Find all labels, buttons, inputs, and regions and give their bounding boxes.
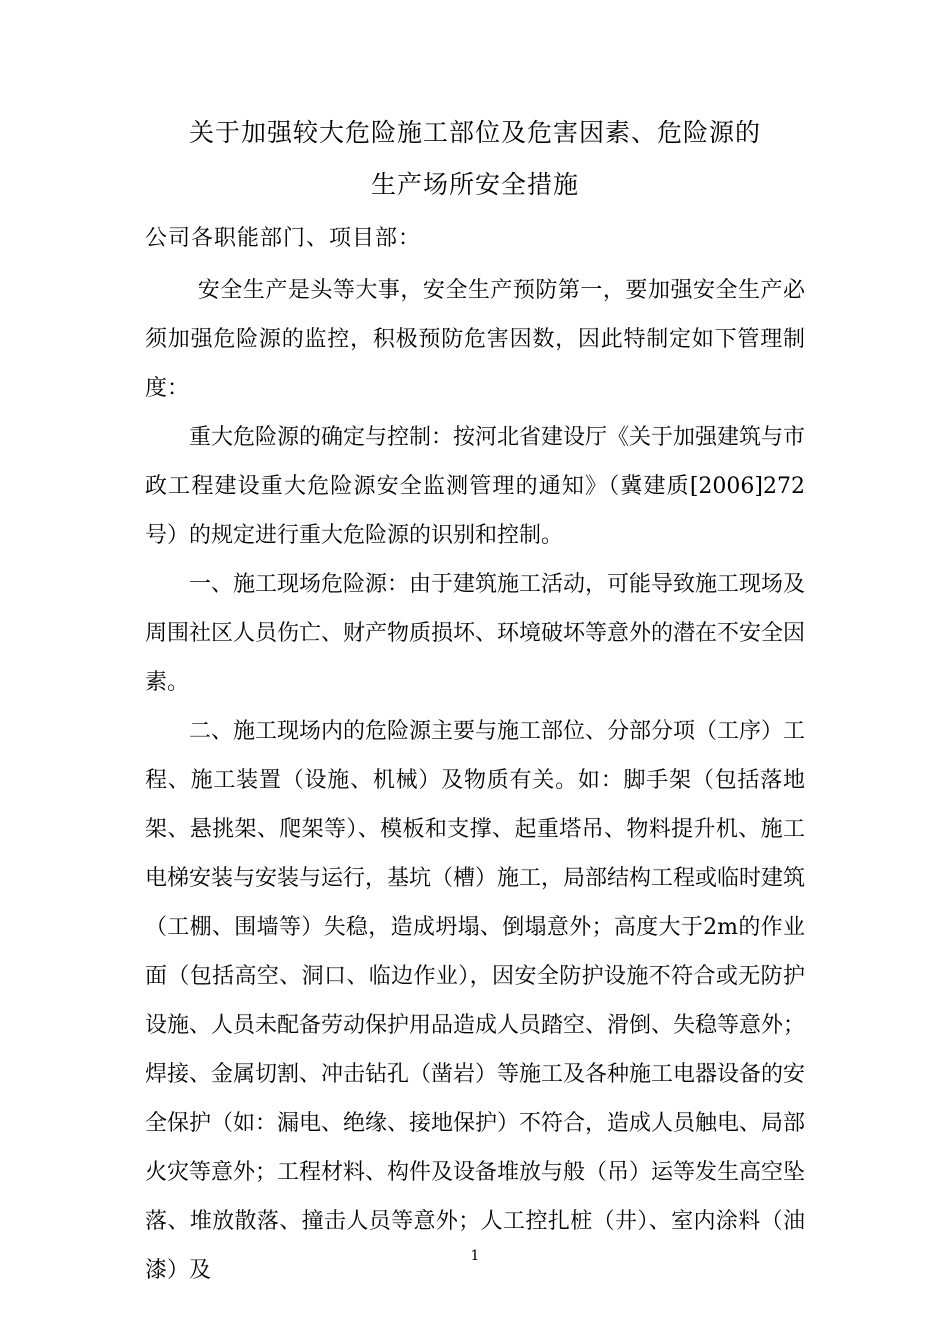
paragraph-section-1: 一、施工现场危险源：由于建筑施工活动，可能导致施工现场及周围社区人员伤亡、财产物质损坏、环境破坏等意外的潜在不安全因素。 (145, 572, 806, 695)
paragraph-major-hazard: 重大危险源的确定与控制：按河北省建设厅《关于加强建筑与市政工程建设重大危险源安全监测管理的通知》（冀建质[2006]272号）的规定进行重大危险源的识别和控制。 (145, 425, 806, 548)
paragraph-intro: 安全生产是头等大事，安全生产预防第一，要加强安全生产必须加强危险源的监控，积极预防危害因数，因此特制定如下管理制度： (145, 278, 805, 401)
document-title-line-1: 关于加强较大危险施工部位及危害因素、危险源的 (188, 118, 761, 147)
document-title-line-2: 生产场所安全措施 (370, 170, 579, 199)
page-number: 1 (470, 1248, 480, 1264)
paragraph-section-2: 二、施工现场内的危险源主要与施工部位、分部分项（工序）工程、施工装置（设施、机械）及物质有关。如：脚手架（包括落地架、悬挑架、爬架等）、模板和支撑、起重塔吊、物料提升机、施工电梯安装与安装与运行，基坑（槽）施工，局部结构工程或临时建筑（工棚、围墙等）失稳，造成坍塌、倒塌意外；高度大于2m的作业面（包括高空、洞口、临边作业），因安全防护设施不符合或无防护设施、人员未配备劳动保护用品造成人员踏空、滑倒、失稳等意外；焊接、金属切割、冲击钻孔（凿岩）等施工及各种施工电器设备的安全保护（如：漏电、绝缘、接地保护）不符合，造成人员触电、局部火灾等意外；工程材料、构件及设备堆放与般（吊）运等发生高空坠落、堆放散落、撞击人员等意外；人工控扎桩（井）、室内涂料（油漆）及 (145, 719, 806, 1283)
salutation: 公司各职能部门、项目部： (145, 226, 422, 251)
document-body (145, 266, 805, 1295)
